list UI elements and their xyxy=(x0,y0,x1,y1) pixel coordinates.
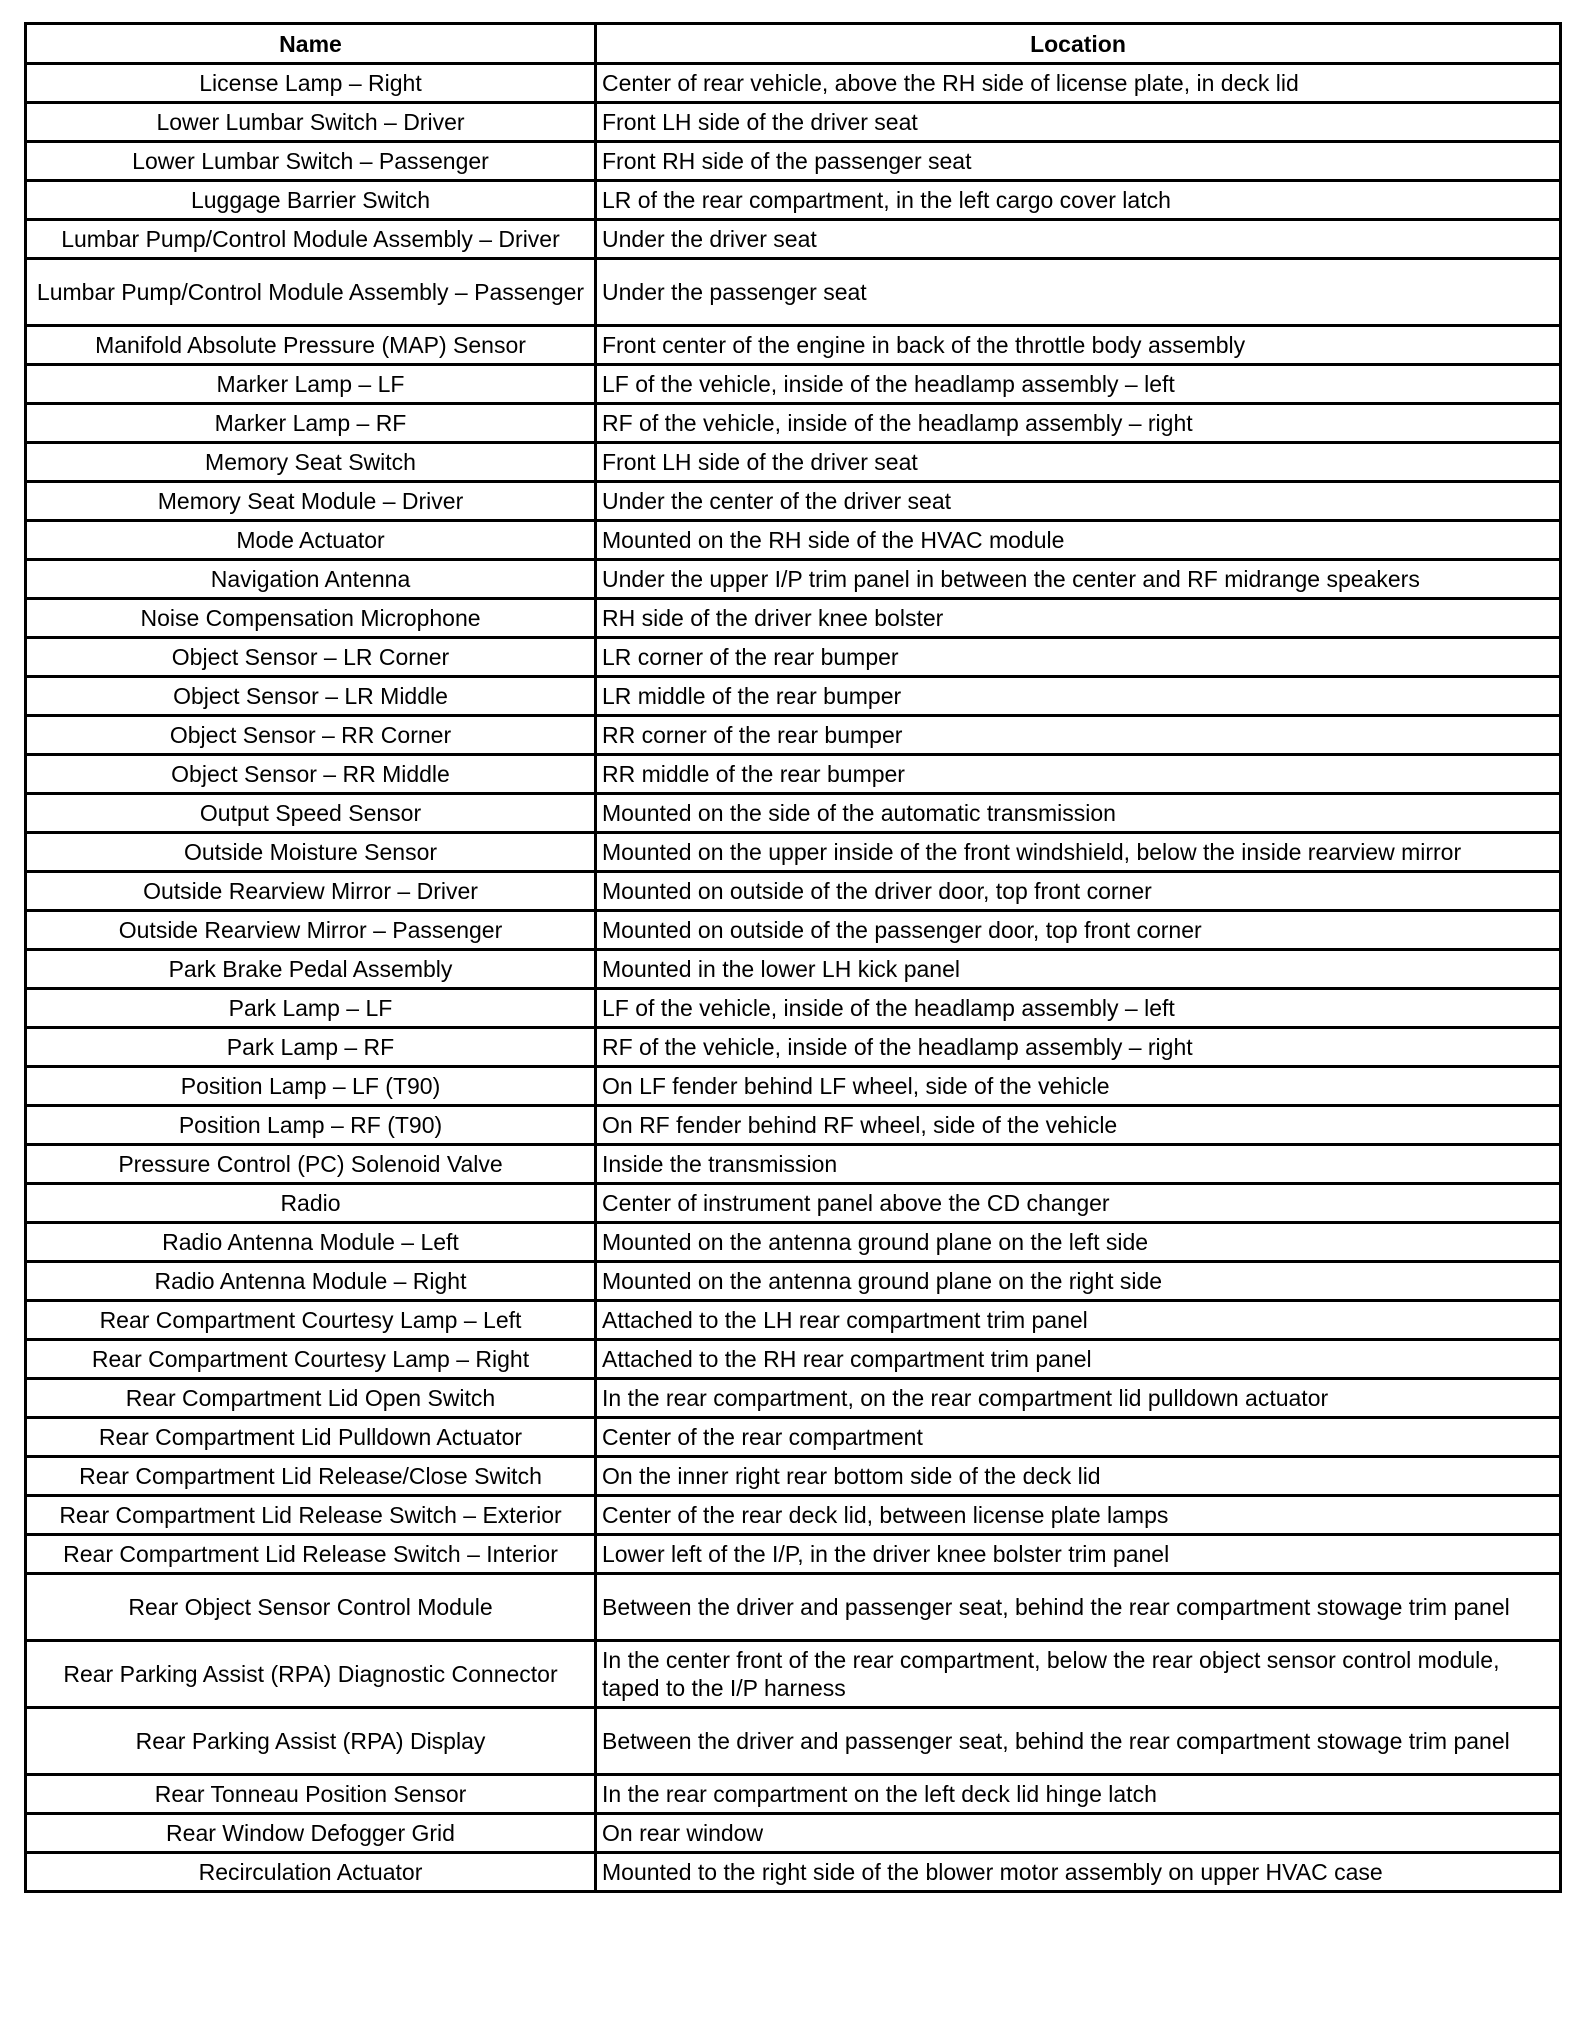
table-row xyxy=(26,1418,1561,1457)
table-row xyxy=(26,1145,1561,1184)
table-row xyxy=(26,989,1561,1028)
component-location-cell: Between the driver and passenger seat, behind the rear compartment stowage trim panel xyxy=(596,1708,1561,1775)
component-location-cell: Front center of the engine in back of the throttle body assembly xyxy=(596,326,1561,365)
component-location-cell: Lower left of the I/P, in the driver knee bolster trim panel xyxy=(596,1535,1561,1574)
table-row xyxy=(26,1184,1561,1223)
component-location-cell: Under the driver seat xyxy=(596,220,1561,259)
component-location-cell: Mounted on the RH side of the HVAC module xyxy=(596,521,1561,560)
component-name-cell: Rear Compartment Lid Release Switch – Interior xyxy=(26,1535,596,1574)
table-row xyxy=(26,1379,1561,1418)
component-location-cell: Mounted on the upper inside of the front windshield, below the inside rearview mirror xyxy=(596,833,1561,872)
table-row xyxy=(26,1814,1561,1853)
table-row xyxy=(26,1641,1561,1708)
component-location-cell: LF of the vehicle, inside of the headlamp assembly – left xyxy=(596,365,1561,404)
component-location-cell: Mounted in the lower LH kick panel xyxy=(596,950,1561,989)
column-header-name: Name xyxy=(26,24,596,64)
component-name-cell: Object Sensor – LR Middle xyxy=(26,677,596,716)
component-location-cell: Center of instrument panel above the CD changer xyxy=(596,1184,1561,1223)
component-location-cell: LF of the vehicle, inside of the headlamp assembly – left xyxy=(596,989,1561,1028)
component-name-cell: Noise Compensation Microphone xyxy=(26,599,596,638)
component-name-cell: Outside Rearview Mirror – Driver xyxy=(26,872,596,911)
component-name-cell: Rear Compartment Lid Pulldown Actuator xyxy=(26,1418,596,1457)
component-name-cell: Rear Compartment Lid Release Switch – Exterior xyxy=(26,1496,596,1535)
component-name-cell: Marker Lamp – RF xyxy=(26,404,596,443)
table-row xyxy=(26,950,1561,989)
component-location-cell: Center of the rear deck lid, between license plate lamps xyxy=(596,1496,1561,1535)
table-row xyxy=(26,1457,1561,1496)
component-name-cell: Mode Actuator xyxy=(26,521,596,560)
component-name-cell: Position Lamp – LF (T90) xyxy=(26,1067,596,1106)
component-name-cell: Outside Moisture Sensor xyxy=(26,833,596,872)
component-name-cell: Outside Rearview Mirror – Passenger xyxy=(26,911,596,950)
component-location-cell: LR of the rear compartment, in the left cargo cover latch xyxy=(596,181,1561,220)
component-location-cell: On rear window xyxy=(596,1814,1561,1853)
table-row xyxy=(26,1708,1561,1775)
component-location-cell: Center of the rear compartment xyxy=(596,1418,1561,1457)
component-name-cell: Rear Object Sensor Control Module xyxy=(26,1574,596,1641)
component-name-cell: Park Lamp – LF xyxy=(26,989,596,1028)
component-name-cell: Object Sensor – RR Middle xyxy=(26,755,596,794)
component-name-cell: Memory Seat Module – Driver xyxy=(26,482,596,521)
component-name-cell: Memory Seat Switch xyxy=(26,443,596,482)
table-row xyxy=(26,521,1561,560)
table-row xyxy=(26,716,1561,755)
table-header-row xyxy=(26,24,1561,64)
component-name-cell: Luggage Barrier Switch xyxy=(26,181,596,220)
component-location-cell: Between the driver and passenger seat, behind the rear compartment stowage trim panel xyxy=(596,1574,1561,1641)
component-location-cell: In the rear compartment, on the rear compartment lid pulldown actuator xyxy=(596,1379,1561,1418)
component-location-cell: Mounted on the antenna ground plane on the right side xyxy=(596,1262,1561,1301)
component-location-cell: Inside the transmission xyxy=(596,1145,1561,1184)
component-name-cell: Marker Lamp – LF xyxy=(26,365,596,404)
component-name-cell: Rear Compartment Lid Release/Close Switch xyxy=(26,1457,596,1496)
component-name-cell: Rear Compartment Courtesy Lamp – Left xyxy=(26,1301,596,1340)
component-name-cell: Park Brake Pedal Assembly xyxy=(26,950,596,989)
table-row xyxy=(26,365,1561,404)
component-name-cell: Manifold Absolute Pressure (MAP) Sensor xyxy=(26,326,596,365)
component-name-cell: Park Lamp – RF xyxy=(26,1028,596,1067)
component-location-cell: LR corner of the rear bumper xyxy=(596,638,1561,677)
component-location-cell: Front LH side of the driver seat xyxy=(596,443,1561,482)
component-name-cell: Lower Lumbar Switch – Driver xyxy=(26,103,596,142)
component-name-cell: Rear Parking Assist (RPA) Diagnostic Connector xyxy=(26,1641,596,1708)
component-location-cell: Mounted on outside of the driver door, top front corner xyxy=(596,872,1561,911)
component-name-cell: Rear Compartment Lid Open Switch xyxy=(26,1379,596,1418)
component-name-cell: Object Sensor – LR Corner xyxy=(26,638,596,677)
table-row xyxy=(26,1223,1561,1262)
component-name-cell: License Lamp – Right xyxy=(26,64,596,103)
table-row xyxy=(26,404,1561,443)
table-row xyxy=(26,64,1561,103)
component-location-cell: On the inner right rear bottom side of the deck lid xyxy=(596,1457,1561,1496)
table-row xyxy=(26,1262,1561,1301)
component-name-cell: Radio Antenna Module – Left xyxy=(26,1223,596,1262)
component-name-cell: Output Speed Sensor xyxy=(26,794,596,833)
table-row xyxy=(26,482,1561,521)
component-name-cell: Radio xyxy=(26,1184,596,1223)
column-header-location: Location xyxy=(596,24,1561,64)
component-location-cell: LR middle of the rear bumper xyxy=(596,677,1561,716)
component-location-cell: RF of the vehicle, inside of the headlamp assembly – right xyxy=(596,404,1561,443)
component-name-cell: Rear Compartment Courtesy Lamp – Right xyxy=(26,1340,596,1379)
component-name-cell: Pressure Control (PC) Solenoid Valve xyxy=(26,1145,596,1184)
table-row xyxy=(26,142,1561,181)
table-row xyxy=(26,1496,1561,1535)
component-location-table xyxy=(24,22,1562,1893)
component-location-cell: Center of rear vehicle, above the RH side of license plate, in deck lid xyxy=(596,64,1561,103)
table-row xyxy=(26,1028,1561,1067)
component-location-cell: Front RH side of the passenger seat xyxy=(596,142,1561,181)
table-row xyxy=(26,103,1561,142)
component-location-cell: Mounted on outside of the passenger door, top front corner xyxy=(596,911,1561,950)
component-location-cell: Attached to the LH rear compartment trim panel xyxy=(596,1301,1561,1340)
component-location-cell: In the center front of the rear compartment, below the rear object sensor control module, taped to the I/P harness xyxy=(596,1641,1561,1708)
component-location-cell: RF of the vehicle, inside of the headlamp assembly – right xyxy=(596,1028,1561,1067)
table-row xyxy=(26,755,1561,794)
table-row xyxy=(26,259,1561,326)
component-name-cell: Rear Window Defogger Grid xyxy=(26,1814,596,1853)
component-location-cell: On RF fender behind RF wheel, side of the vehicle xyxy=(596,1106,1561,1145)
component-name-cell: Radio Antenna Module – Right xyxy=(26,1262,596,1301)
table-row xyxy=(26,220,1561,259)
table-row xyxy=(26,833,1561,872)
table-row xyxy=(26,326,1561,365)
component-name-cell: Lower Lumbar Switch – Passenger xyxy=(26,142,596,181)
component-location-cell: Mounted on the side of the automatic transmission xyxy=(596,794,1561,833)
component-name-cell: Rear Tonneau Position Sensor xyxy=(26,1775,596,1814)
table-row xyxy=(26,1574,1561,1641)
component-location-cell: Under the center of the driver seat xyxy=(596,482,1561,521)
component-location-cell: In the rear compartment on the left deck lid hinge latch xyxy=(596,1775,1561,1814)
table-row xyxy=(26,638,1561,677)
component-name-cell: Object Sensor – RR Corner xyxy=(26,716,596,755)
table-body xyxy=(26,64,1561,1892)
table-row xyxy=(26,560,1561,599)
table-row xyxy=(26,794,1561,833)
table-row xyxy=(26,1775,1561,1814)
table-row xyxy=(26,1340,1561,1379)
component-location-cell: Attached to the RH rear compartment trim panel xyxy=(596,1340,1561,1379)
table-row xyxy=(26,677,1561,716)
component-location-cell: RR middle of the rear bumper xyxy=(596,755,1561,794)
component-location-cell: Mounted on the antenna ground plane on the left side xyxy=(596,1223,1561,1262)
component-name-cell: Position Lamp – RF (T90) xyxy=(26,1106,596,1145)
component-location-cell: Front LH side of the driver seat xyxy=(596,103,1561,142)
table-row xyxy=(26,599,1561,638)
component-location-cell: Under the passenger seat xyxy=(596,259,1561,326)
table-row xyxy=(26,1535,1561,1574)
table-row xyxy=(26,1301,1561,1340)
component-location-cell: RH side of the driver knee bolster xyxy=(596,599,1561,638)
component-location-cell: Under the upper I/P trim panel in between the center and RF midrange speakers xyxy=(596,560,1561,599)
component-location-cell: On LF fender behind LF wheel, side of the vehicle xyxy=(596,1067,1561,1106)
component-name-cell: Navigation Antenna xyxy=(26,560,596,599)
component-name-cell: Lumbar Pump/Control Module Assembly – Driver xyxy=(26,220,596,259)
component-name-cell: Lumbar Pump/Control Module Assembly – Passenger xyxy=(26,259,596,326)
component-name-cell: Recirculation Actuator xyxy=(26,1853,596,1892)
component-location-cell: RR corner of the rear bumper xyxy=(596,716,1561,755)
table-row xyxy=(26,1106,1561,1145)
table-row xyxy=(26,1067,1561,1106)
table-row xyxy=(26,911,1561,950)
table-row xyxy=(26,872,1561,911)
table-row xyxy=(26,1853,1561,1892)
component-name-cell: Rear Parking Assist (RPA) Display xyxy=(26,1708,596,1775)
component-location-cell: Mounted to the right side of the blower motor assembly on upper HVAC case xyxy=(596,1853,1561,1892)
table-row xyxy=(26,181,1561,220)
table-row xyxy=(26,443,1561,482)
